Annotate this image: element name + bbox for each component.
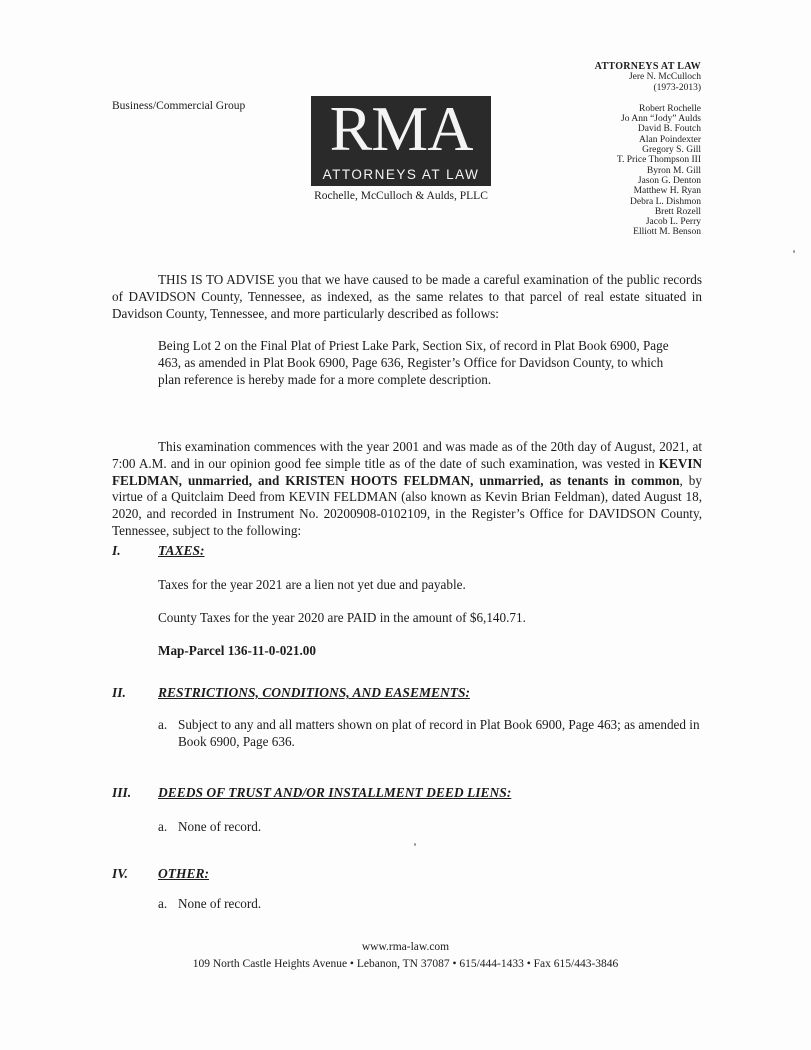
- founder-name: Jere N. McCulloch: [628, 72, 701, 83]
- item-letter: a.: [158, 717, 168, 732]
- attorneys-title: ATTORNEYS AT LAW: [594, 61, 701, 72]
- item-letter: a.: [158, 896, 168, 911]
- attorney-name: David B. Foutch: [637, 124, 701, 135]
- section-numeral-deeds: III.: [112, 785, 132, 800]
- section-title-taxes: TAXES:: [158, 543, 205, 558]
- attorney-roster: [595, 62, 701, 238]
- section-numeral-other: IV.: [112, 866, 128, 881]
- attorney-name: Jacob L. Perry: [645, 217, 701, 228]
- restrictions-item: Subject to any and all matters shown on plat of record in Plat Book 6900, Page 463; as amended in Book 6900, Page 636.: [178, 717, 700, 749]
- founder-years: (1973-2013): [653, 82, 701, 93]
- attorney-name: Jason G. Denton: [637, 175, 701, 186]
- firm-name: Rochelle, McCulloch & Aulds, PLLC: [314, 190, 488, 202]
- footer-website: www.rma-law.com: [361, 941, 450, 953]
- tax-line-2021: Taxes for the year 2021 are a lien not yet due and payable.: [158, 577, 466, 592]
- attorney-name: Elliott M. Benson: [633, 227, 701, 238]
- item-letter: a.: [158, 819, 168, 834]
- attorney-name: Alan Poindexter: [638, 134, 701, 145]
- attorney-name: Brett Rozell: [654, 206, 701, 217]
- examination-text-start: This examination commences with the year 2001 and was made as of the 20th day of August, 2021, at 7:00 A.M. and in our opinion good fee simple title as of the date of such examination, was vested in: [112, 439, 702, 471]
- section-numeral-restrictions: II.: [112, 685, 126, 700]
- attorney-name: Byron M. Gill: [646, 165, 701, 176]
- scan-speck: [793, 250, 795, 253]
- intro-paragraph: THIS IS TO ADVISE you that we have caused to be made a careful examination of the public records of DAVIDSON County, Tennessee, as indexed, as the same relates to that parcel of real estate situated in Davidson County, Tennessee, and more particularly described as follows:: [112, 272, 702, 321]
- section-title-deeds: DEEDS OF TRUST AND/OR INSTALLMENT DEED LIENS:: [158, 785, 512, 800]
- attorney-name: T. Price Thompson III: [616, 155, 701, 166]
- attorney-name: Debra L. Dishmon: [630, 196, 701, 207]
- logo-tagline: ATTORNEYS AT LAW: [322, 167, 480, 182]
- tax-line-2020: County Taxes for the year 2020 are PAID in the amount of $6,140.71.: [158, 610, 526, 625]
- logo-letters: RMA: [329, 96, 473, 164]
- scan-speck: [414, 843, 416, 846]
- examination-paragraph: [112, 439, 702, 540]
- section-title-other: OTHER:: [158, 866, 210, 881]
- attorney-name: Gregory S. Gill: [642, 145, 701, 156]
- attorney-name: Jo Ann “Jody” Aulds: [621, 114, 701, 125]
- map-parcel: Map-Parcel 136-11-0-021.00: [158, 643, 316, 658]
- attorney-name: Robert Rochelle: [639, 103, 701, 114]
- group-label: Business/Commercial Group: [112, 100, 246, 112]
- attorney-name: Matthew H. Ryan: [633, 186, 701, 197]
- legal-description: Being Lot 2 on the Final Plat of Priest Lake Park, Section Six, of record in Plat Book 6900, Page 463, as amended in Plat Book 6900, Page 636, Register’s Office for Davidson County, to which plan reference is hereby made for a more complete description.: [158, 338, 669, 387]
- deeds-item: None of record.: [178, 819, 262, 834]
- section-numeral-taxes: I.: [112, 543, 121, 558]
- vestees: KEVIN FELDMAN, unmarried, and KRISTEN HOOTS FELDMAN, unmarried, as tenants in common: [112, 455, 702, 488]
- other-item: None of record.: [178, 896, 262, 911]
- section-title-restrictions: RESTRICTIONS, CONDITIONS, AND EASEMENTS:: [158, 685, 470, 700]
- rma-logo: [311, 96, 491, 186]
- footer-contact: 109 North Castle Heights Avenue • Lebanon, TN 37087 • 615/444-1433 • Fax 615/443-3846: [192, 958, 619, 970]
- attorney-list: [595, 104, 701, 238]
- examination-text-end: , by virtue of a Quitclaim Deed from KEVIN FELDMAN (also known as Kevin Brian Feldman), dated August 18, 2020, and recorded in Instrument No. 20200908-0102109, in the Register’s Office for DAVIDSON County, Tennessee, subject to the following:: [112, 472, 702, 538]
